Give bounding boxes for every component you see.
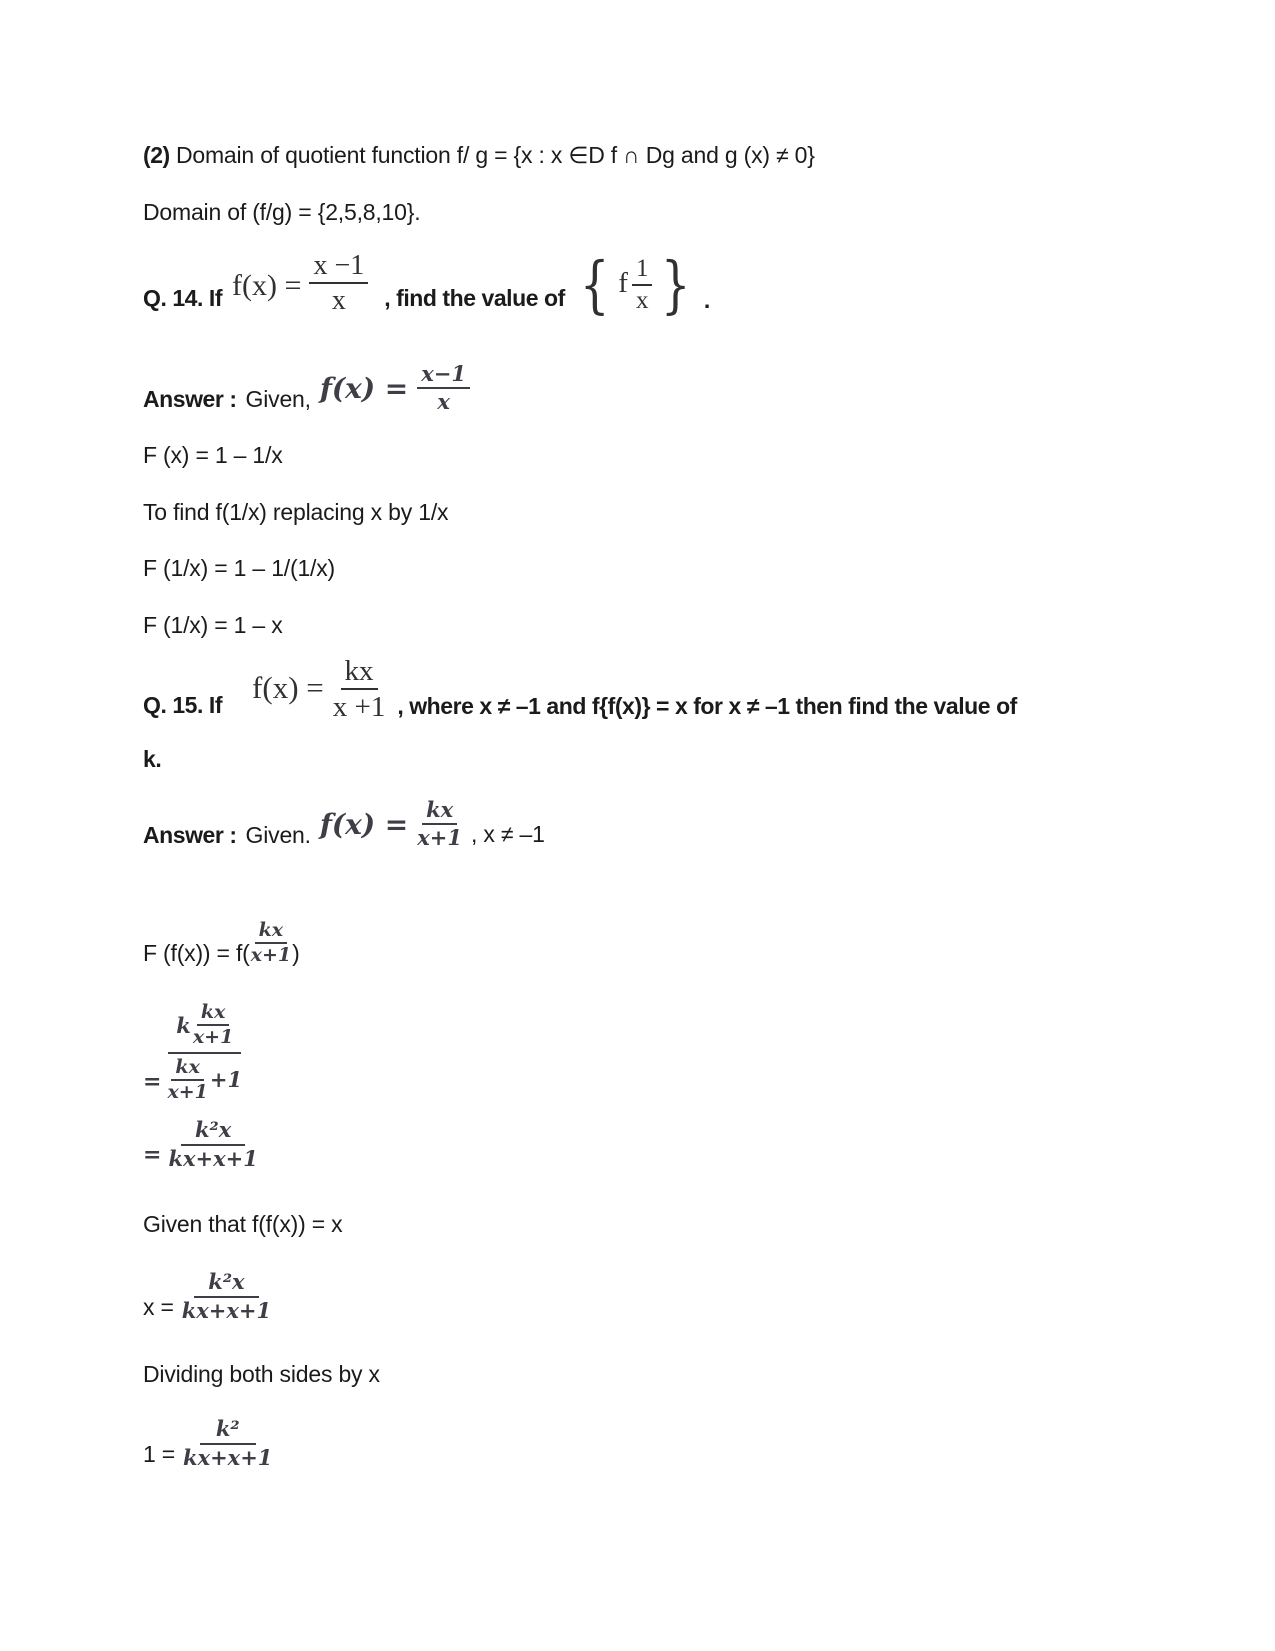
step1-close-paren: )	[292, 939, 300, 966]
step3-denominator: kx+x+1	[168, 1145, 258, 1171]
q14-inner-fraction	[632, 255, 653, 315]
a15-step1	[143, 920, 300, 967]
step3-equals: =	[143, 1142, 162, 1169]
q14-inner-numerator: 1	[632, 255, 653, 286]
a14-step-line: F (1/x) = 1 – 1/(1/x)	[143, 555, 335, 581]
step2-equals: =	[143, 1069, 162, 1096]
answer14-formula-lhs: f(x) =	[319, 372, 409, 406]
step2-top-numerator: kx	[197, 1002, 230, 1026]
given-that-line: Given that f(f(x)) = x	[143, 1211, 343, 1237]
answer-15	[143, 798, 545, 849]
q14-mid-text: , find the value of	[384, 284, 565, 311]
step4-fraction	[182, 1270, 271, 1322]
step1-prefix: F (f(x)) = f(	[143, 939, 250, 966]
q15-fraction	[333, 655, 386, 724]
step4-lhs: x =	[143, 1294, 174, 1321]
q15-formula-lhs: f(x) =	[252, 669, 324, 705]
answer15-formula	[320, 798, 462, 849]
q15-tail: k.	[143, 746, 162, 772]
answer14-label: Answer :	[143, 386, 237, 413]
answer14-given: Given,	[245, 386, 311, 413]
answer15-fraction	[417, 798, 462, 849]
step2-bottom-numerator: kx	[171, 1057, 204, 1081]
a14-step-line: F (x) = 1 – 1/x	[143, 442, 283, 468]
answer14-fraction	[417, 362, 470, 413]
q14-prefix: Q. 14. If	[143, 284, 223, 311]
dividing-line: Dividing both sides by x	[143, 1361, 380, 1387]
q15-prefix: Q. 15. If	[143, 691, 223, 718]
a15-step2	[143, 1002, 242, 1103]
a14-step-line: F (1/x) = 1 – x	[143, 612, 283, 638]
answer15-label: Answer :	[143, 822, 237, 849]
step5-numerator: k²	[200, 1417, 256, 1445]
step2-top-fraction	[193, 1002, 233, 1049]
step3-fraction	[168, 1118, 257, 1170]
step2-top-denominator: x+1	[192, 1026, 234, 1049]
answer-14	[143, 362, 470, 413]
a15-step3	[143, 1118, 258, 1170]
answer15-formula-lhs: f(x) =	[319, 808, 409, 842]
step4-denominator: kx+x+1	[181, 1297, 272, 1323]
a15-step5	[143, 1417, 272, 1469]
step5-fraction	[183, 1417, 272, 1469]
step5-lhs: 1 =	[143, 1441, 176, 1468]
question-15	[143, 655, 1017, 724]
a14-step-line: To find f(1/x) replacing x by 1/x	[143, 499, 449, 525]
step2-main-denominator	[167, 1054, 242, 1104]
step2-k: k	[176, 1012, 191, 1038]
step1-numerator: kx	[255, 920, 288, 944]
step1-denominator: x+1	[250, 944, 292, 967]
q14-inner-denominator: x	[635, 286, 649, 314]
q15-suffix: , where x ≠ –1 and f{f(x)} = x for x ≠ –1 then find the value of	[397, 692, 1017, 719]
part2-label: (2)	[143, 142, 170, 168]
step2-main-numerator	[168, 1002, 241, 1054]
answer14-formula	[320, 362, 470, 413]
q14-inner-f: f	[618, 267, 628, 300]
step2-bottom-fraction	[167, 1057, 207, 1104]
step3-numerator: k²x	[181, 1118, 245, 1146]
q14-period: .	[703, 286, 710, 313]
q14-formula	[232, 250, 368, 317]
step5-denominator: kx+x+1	[183, 1444, 273, 1470]
answer15-given: Given.	[245, 822, 311, 849]
q14-fraction	[309, 250, 368, 317]
q15-formula	[252, 655, 385, 724]
answer14-denominator: x	[437, 388, 450, 414]
q14-open-brace: {	[579, 248, 610, 322]
q14-value-expression	[575, 248, 696, 322]
answer15-denominator: x+1	[417, 824, 463, 850]
answer15-numerator: kx	[422, 798, 457, 825]
domain-line: Domain of (f/g) = {2,5,8,10}.	[143, 199, 421, 225]
answer14-numerator: x−1	[417, 362, 470, 389]
step2-plus-one: +1	[209, 1067, 243, 1093]
a15-step4	[143, 1270, 271, 1322]
step4-numerator: k²x	[194, 1270, 258, 1298]
q14-fraction-numerator: x −1	[309, 250, 368, 284]
part2-text: Domain of quotient function f/ g = {x : x ∈D f ∩ Dg and g (x) ≠ 0}	[169, 142, 815, 168]
q14-fraction-denominator: x	[331, 285, 346, 317]
part2-paragraph	[143, 141, 815, 169]
step1-fraction	[251, 920, 291, 967]
q15-fraction-numerator: kx	[341, 655, 378, 690]
q14-close-brace: }	[661, 248, 691, 322]
q15-fraction-denominator: x +1	[332, 691, 386, 724]
question-14	[143, 248, 710, 322]
q14-formula-lhs: f(x) =	[232, 268, 302, 302]
answer15-constraint: , x ≠ –1	[471, 821, 545, 848]
step2-bigfraction	[167, 1002, 242, 1103]
step2-bottom-denominator: x+1	[167, 1080, 208, 1103]
